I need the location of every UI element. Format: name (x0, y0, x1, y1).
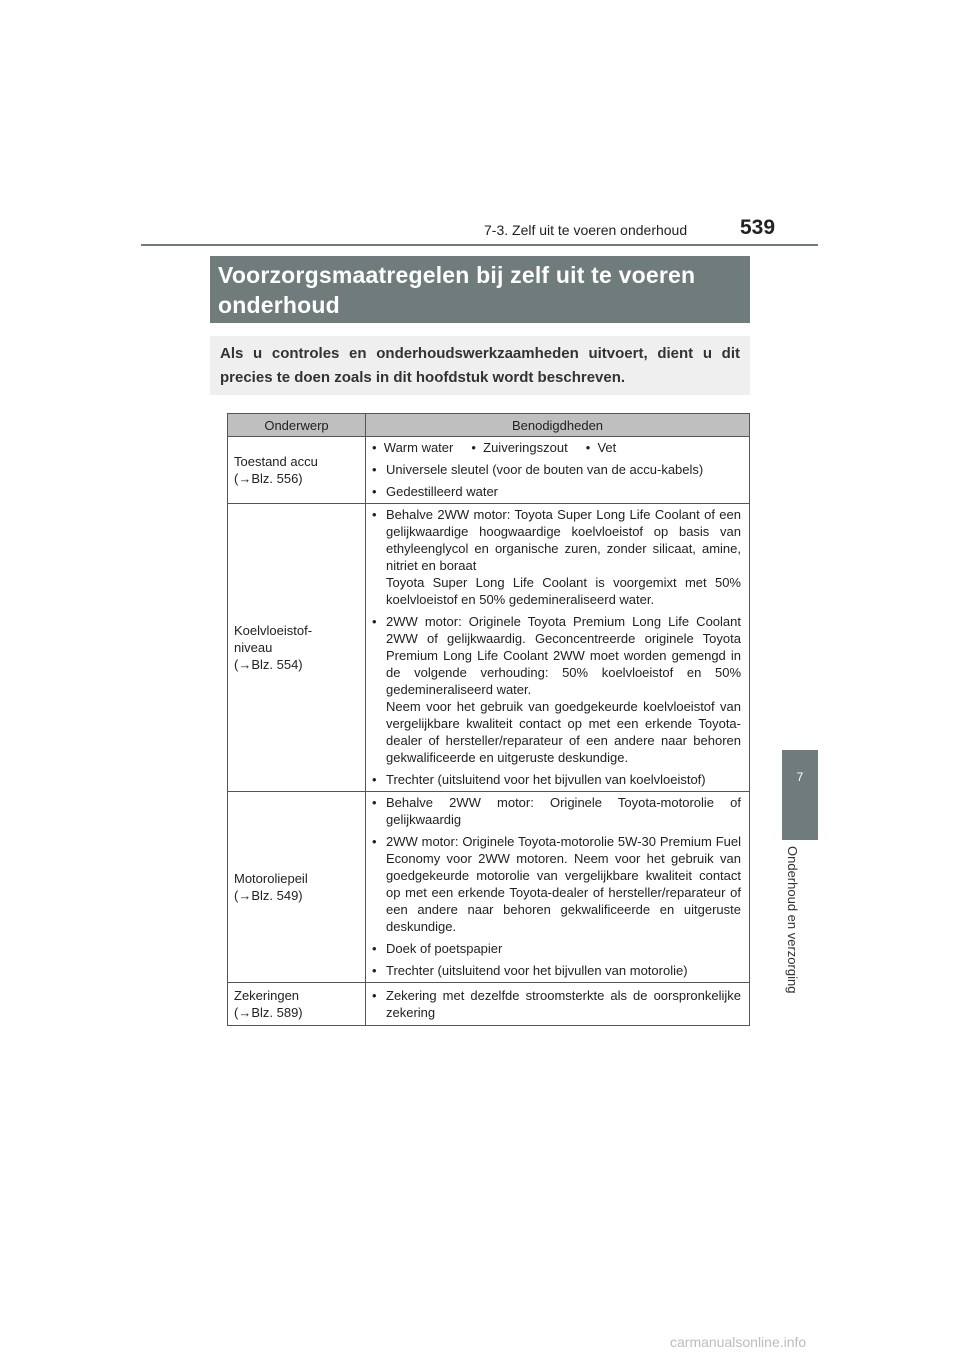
list-item-note: Neem voor het gebruik van goedgekeurde koelvloeistof van vergelijkbare kwaliteit contact op met een erkende Toyota-dealer of hersteller/reparateur of een andere naar behoren gekwalificeerde en uitgeruste deskundige. (386, 699, 741, 765)
header-rule (141, 244, 818, 246)
row-subject: Toestand accu (→Blz. 556) (228, 437, 366, 504)
inline-items (372, 439, 741, 456)
list-item: • Vet (586, 439, 617, 456)
page-title: Voorzorgsmaatregelen bij zelf uit te voeren onderhoud (218, 262, 696, 318)
row-needs (366, 504, 750, 792)
row-needs (366, 792, 750, 983)
list-item: • Zekering met dezelfde stroomsterkte als de oorspronkelijke zekering (372, 987, 741, 1021)
page-number: 539 (740, 216, 776, 239)
intro-box: Als u controles en onderhoudswerkzaamheden uitvoert, dient u dit precies te doen zoals in dit hoofdstuk wordt beschreven. (210, 336, 750, 395)
list-item: • Gedestilleerd water (372, 483, 741, 500)
row-needs (366, 437, 750, 504)
header-subject: Onderwerp (228, 414, 366, 437)
list-item: • Behalve 2WW motor: Originele Toyota-motorolie of gelijkwaardig (372, 794, 741, 828)
list-item: • Universele sleutel (voor de bouten van de accu-kabels) (372, 461, 741, 478)
list-item: • Zuiveringszout (471, 439, 567, 456)
header-needs: Benodigdheden (366, 414, 750, 437)
list-item-note: Toyota Super Long Life Coolant is voorgemixt met 50% koelvloeistof en 50% gedemineraliseerd water. (386, 575, 741, 607)
row-subject: Koelvloeistof- niveau (→Blz. 554) (228, 504, 366, 792)
list-item: • Doek of poetspapier (372, 940, 741, 957)
table-row (228, 983, 750, 1026)
table-row (228, 437, 750, 504)
table-row (228, 792, 750, 983)
table-row (228, 504, 750, 792)
list-item: • 2WW motor: Originele Toyota-motorolie 5W-30 Premium Fuel Economy voor 2WW motoren. Neem voor het gebruik van goedgekeurde motorolie van vergelijkbare kwaliteit contact op met een erkende Toyota-dealer of hersteller/reparateur of een andere naar behoren gekwalificeerde en uitgeruste deskundige. (372, 833, 741, 935)
row-needs (366, 983, 750, 1026)
list-item: • Trechter (uitsluitend voor het bijvullen van motorolie) (372, 962, 741, 979)
chapter-tab: 7 (782, 750, 818, 840)
list-item: • Warm water (372, 439, 453, 456)
section-title-box (210, 256, 750, 323)
list-item: • Trechter (uitsluitend voor het bijvullen van koelvloeistof) (372, 771, 741, 788)
section-path: 7-3. Zelf uit te voeren onderhoud (484, 222, 688, 238)
watermark: carmanualsonline.info (670, 1334, 807, 1350)
row-subject: Zekeringen (→Blz. 589) (228, 983, 366, 1026)
chapter-label: Onderhoud en verzorging (785, 846, 800, 994)
list-item: • 2WW motor: Originele Toyota Premium Long Life Coolant 2WW of gelijkwaardig. Geconcentreerde originele Toyota Premium Long Life Coolant 2WW moet worden gemengd in de volgende verhouding: 50% koelvloeistof en 50% gedemineraliseerd water. (372, 613, 741, 698)
list-item: • Behalve 2WW motor: Toyota Super Long Life Coolant of een gelijkwaardige hoogwaardige koelvloeistof op basis van ethyleenglycol en organische zuren, zonder silicaat, amine, nitriet en boraat (372, 506, 741, 574)
row-subject: Motoroliepeil (→Blz. 549) (228, 792, 366, 983)
table-header-row (228, 414, 750, 437)
supplies-table (227, 413, 750, 1026)
